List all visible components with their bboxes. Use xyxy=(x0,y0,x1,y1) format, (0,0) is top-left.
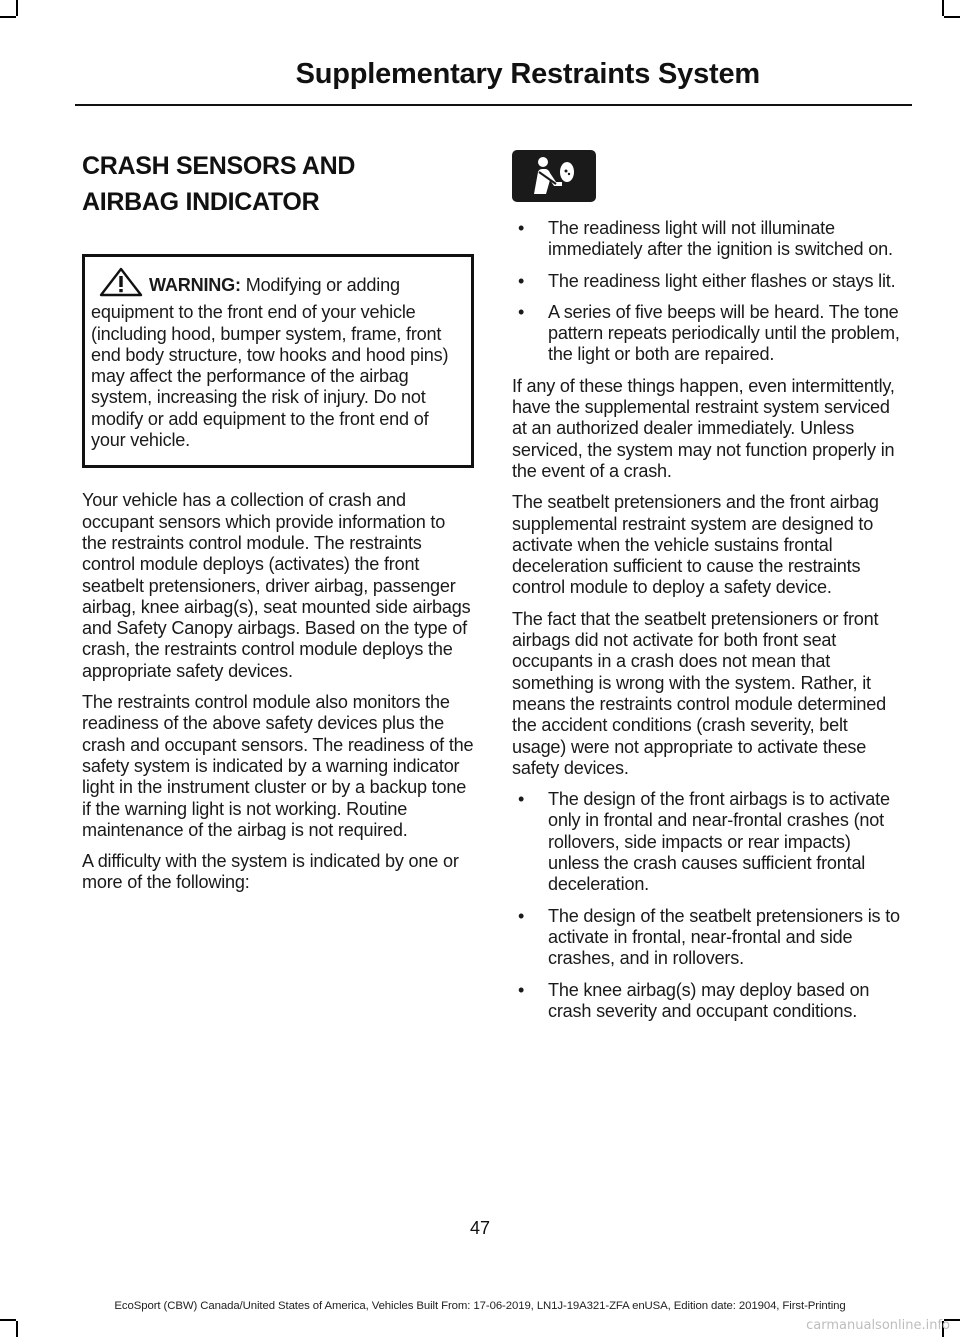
crop-mark xyxy=(942,0,944,16)
paragraph: The fact that the seatbelt pretensioners or front airbags did not activate for both front seat occupants in a crash does not mean that something is wrong with the system. Rather, it means the restraints control module determined the accident conditions (crash severity, belt usage) were not appropriate to activate these safety devices. xyxy=(512,608,886,778)
crop-mark xyxy=(16,1321,18,1337)
paragraph: The seatbelt pretensioners and the front airbag supplemental restraint system are designed to activate when the vehicle sustains frontal deceleration sufficient to cause the restraints control module to deploy a safety device. xyxy=(512,492,879,598)
crop-mark xyxy=(0,16,16,18)
footer-text: EcoSport (CBW) Canada/United States of America, Vehicles Built From: 17-06-2019, LN1J-19A321-ZFA enUSA, Edition date: 201904, First-Printing xyxy=(114,1300,846,1312)
section-title-line1: CRASH SENSORS AND xyxy=(82,152,356,180)
section-title-line2: AIRBAG INDICATOR xyxy=(82,188,320,216)
list-item: • The knee airbag(s) may deploy based on crash severity and occupant conditions. xyxy=(512,980,904,1023)
crop-mark xyxy=(0,1319,16,1321)
warning-text: Modifying or adding equipment to the front end of your vehicle (including hood, bumper system, frame, front end body structure, tow hooks and hood pins) may affect the performance of the airbag system, increasing the risk of injury. Do not modify or add equipment to the front end of your vehicle. xyxy=(91,275,449,451)
paragraph: If any of these things happen, even intermittently, have the supplemental restraint system serviced at an authorized dealer immediately. Unless serviced, the system may not function properly in the event of a crash. xyxy=(512,375,895,481)
section-title xyxy=(82,148,474,220)
airbag-indicator-icon xyxy=(512,150,596,202)
paragraph: A difficulty with the system is indicated by one or more of the following: xyxy=(82,851,459,893)
paragraph: The restraints control module also monitors the readiness of the above safety devices plus the crash and occupant sensors. The readiness of the safety system is indicated by a warning indicator light in the instrument cluster or by a backup tone if the warning light is not working. Routine maintenance of the airbag is not required. xyxy=(82,692,474,840)
list-item: • The design of the front airbags is to activate only in frontal and near-frontal crashes (not rollovers, side impacts or rear impacts) unless the crash causes sufficient frontal deceleration. xyxy=(512,789,904,895)
list-item: • The readiness light either flashes or stays lit. xyxy=(512,271,904,292)
header-divider xyxy=(75,104,912,106)
list-item: • A series of five beeps will be heard. The tone pattern repeats periodically until the problem, the light or both are repaired. xyxy=(512,302,904,366)
warning-label: WARNING: xyxy=(149,275,241,295)
watermark: carmanualsonline.info xyxy=(806,1318,950,1333)
right-column xyxy=(512,148,904,1032)
warning-box xyxy=(82,254,474,468)
paragraph: Your vehicle has a collection of crash and occupant sensors which provide information to the restraints control module. The restraints control module deploys (activates) the front seatbelt pretensioners, driver airbag, passenger airbag, knee airbag(s), seat mounted side airbags and Safety Canopy airbags. Based on the type of crash, the restraints control module deploys the appropriate safety devices. xyxy=(82,490,471,681)
crop-mark xyxy=(944,16,960,18)
crop-mark xyxy=(16,0,18,16)
warning-triangle-icon xyxy=(99,267,143,302)
page-header-title: Supplementary Restraints System xyxy=(295,58,760,90)
bullet-list xyxy=(512,789,904,1022)
bullet-list xyxy=(512,218,904,366)
list-item: • The readiness light will not illuminate immediately after the ignition is switched on. xyxy=(512,218,904,261)
page-number: 47 xyxy=(469,1218,491,1238)
left-column xyxy=(82,148,474,904)
list-item: • The design of the seatbelt pretensioners is to activate in frontal, near-frontal and side crashes, and in rollovers. xyxy=(512,906,904,970)
